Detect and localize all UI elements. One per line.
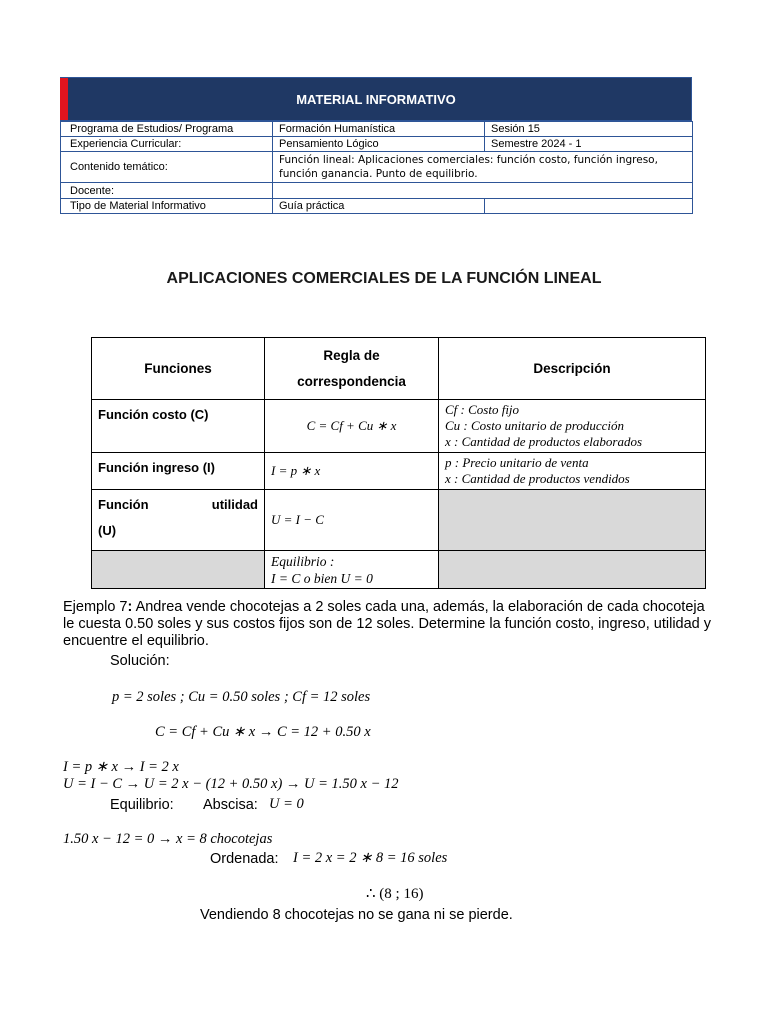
header-label: Experiencia Curricular: <box>61 137 273 152</box>
function-description <box>439 453 706 490</box>
function-name: Función ingreso (I) <box>92 453 265 490</box>
header-value: Guía práctica <box>273 199 485 214</box>
table-row <box>92 490 706 551</box>
function-rule <box>265 551 439 589</box>
rule-line: Equilibrio : <box>271 553 335 569</box>
income-line: I = p ∗ x → I = 2 x <box>63 759 179 775</box>
equilibrio-label: Equilibrio: <box>110 797 174 813</box>
abscisa-eq: U = 0 <box>269 796 304 812</box>
function-name: Función utilidad (U) <box>92 490 265 551</box>
header-row <box>61 183 693 199</box>
red-tab <box>60 78 68 120</box>
example-paragraph: Ejemplo 7: Andrea vende chocotejas a 2 soles cada una, además, la elaboración de cada chocoteja le cuesta 0.50 soles y sus costos fijos son de 12 soles. Determine la función costo, ingreso, utilidad y encuentre el equilibrio. <box>63 599 712 649</box>
desc-line: x : Cantidad de productos vendidos <box>445 471 630 486</box>
header-value: Formación Humanística <box>273 122 485 137</box>
col-header-regla: Regla de correspondencia <box>265 338 439 400</box>
function-description <box>439 551 706 589</box>
conclusion: Vendiendo 8 chocotejas no se gana ni se pierde. <box>200 907 513 923</box>
header-label: Programa de Estudios/ Programa <box>61 122 273 137</box>
data-line: p = 2 soles ; Cu = 0.50 soles ; Cf = 12 soles <box>112 689 371 705</box>
header-table <box>60 121 693 214</box>
header-extra: Semestre 2024 - 1 <box>485 137 693 152</box>
functions-table <box>91 337 706 589</box>
header-extra: Sesión 15 <box>485 122 693 137</box>
col-header-descripcion: Descripción <box>439 338 706 400</box>
solucion-label: Solución: <box>110 653 170 669</box>
ordenada-eq: I = 2 x = 2 ∗ 8 = 16 soles <box>293 850 448 866</box>
desc-line: p : Precio unitario de venta <box>445 455 589 470</box>
header-row <box>61 152 693 183</box>
function-description <box>439 400 706 453</box>
table-row <box>92 400 706 453</box>
function-name <box>92 551 265 589</box>
solve-line: 1.50 x − 12 = 0 → x = 8 chocotejas <box>63 831 273 847</box>
header-extra <box>485 199 693 214</box>
table-header-row <box>92 338 706 400</box>
rule-line: I = C o bien U = 0 <box>271 570 373 586</box>
example-text: Andrea vende chocotejas a 2 soles cada una, además, la elaboración de cada chocoteja le cuesta 0.50 soles y sus costos fijos son de 12 soles. Determine la función costo, ingreso, utilidad y encuentre el equilibrio. <box>63 599 712 649</box>
utility-line: U = I − C → U = 2 x − (12 + 0.50 x) → U = 1.50 x − 12 <box>63 776 399 792</box>
page-title: APLICACIONES COMERCIALES DE LA FUNCIÓN LINEAL <box>166 270 602 287</box>
cost-line: C = Cf + Cu ∗ x → C = 12 + 0.50 x <box>155 724 371 740</box>
header-label: Tipo de Material Informativo <box>61 199 273 214</box>
table-row <box>92 453 706 490</box>
header-value: Pensamiento Lógico <box>273 137 485 152</box>
function-rule: I = p ∗ x <box>265 453 439 490</box>
abscisa-label: Abscisa: <box>203 797 258 813</box>
example-label: Ejemplo 7 <box>63 599 128 615</box>
col-header-funciones: Funciones <box>92 338 265 400</box>
ordenada-label: Ordenada: <box>210 851 279 867</box>
info-header <box>60 77 692 214</box>
header-value: Función lineal: Aplicaciones comerciales: función costo, función ingreso, función ganancia. Punto de equilibrio. <box>273 152 693 183</box>
header-value <box>273 183 693 199</box>
function-rule: U = I − C <box>265 490 439 551</box>
header-label: Contenido temático: <box>61 152 273 183</box>
table-row <box>92 551 706 589</box>
header-title: MATERIAL INFORMATIVO <box>296 91 456 107</box>
desc-line: Cu : Costo unitario de producción <box>445 418 624 433</box>
header-title-bar <box>60 77 692 121</box>
desc-line: Cf : Costo fijo <box>445 402 520 417</box>
function-description <box>439 490 706 551</box>
header-row <box>61 199 693 214</box>
header-row <box>61 122 693 137</box>
header-row <box>61 137 693 152</box>
desc-line: x : Cantidad de productos elaborados <box>445 434 643 449</box>
header-label: Docente: <box>61 183 273 199</box>
function-rule: C = Cf + Cu ∗ x <box>265 400 439 453</box>
function-name: Función costo (C) <box>92 400 265 453</box>
equilibrium-point: ∴ (8 ; 16) <box>366 886 424 902</box>
